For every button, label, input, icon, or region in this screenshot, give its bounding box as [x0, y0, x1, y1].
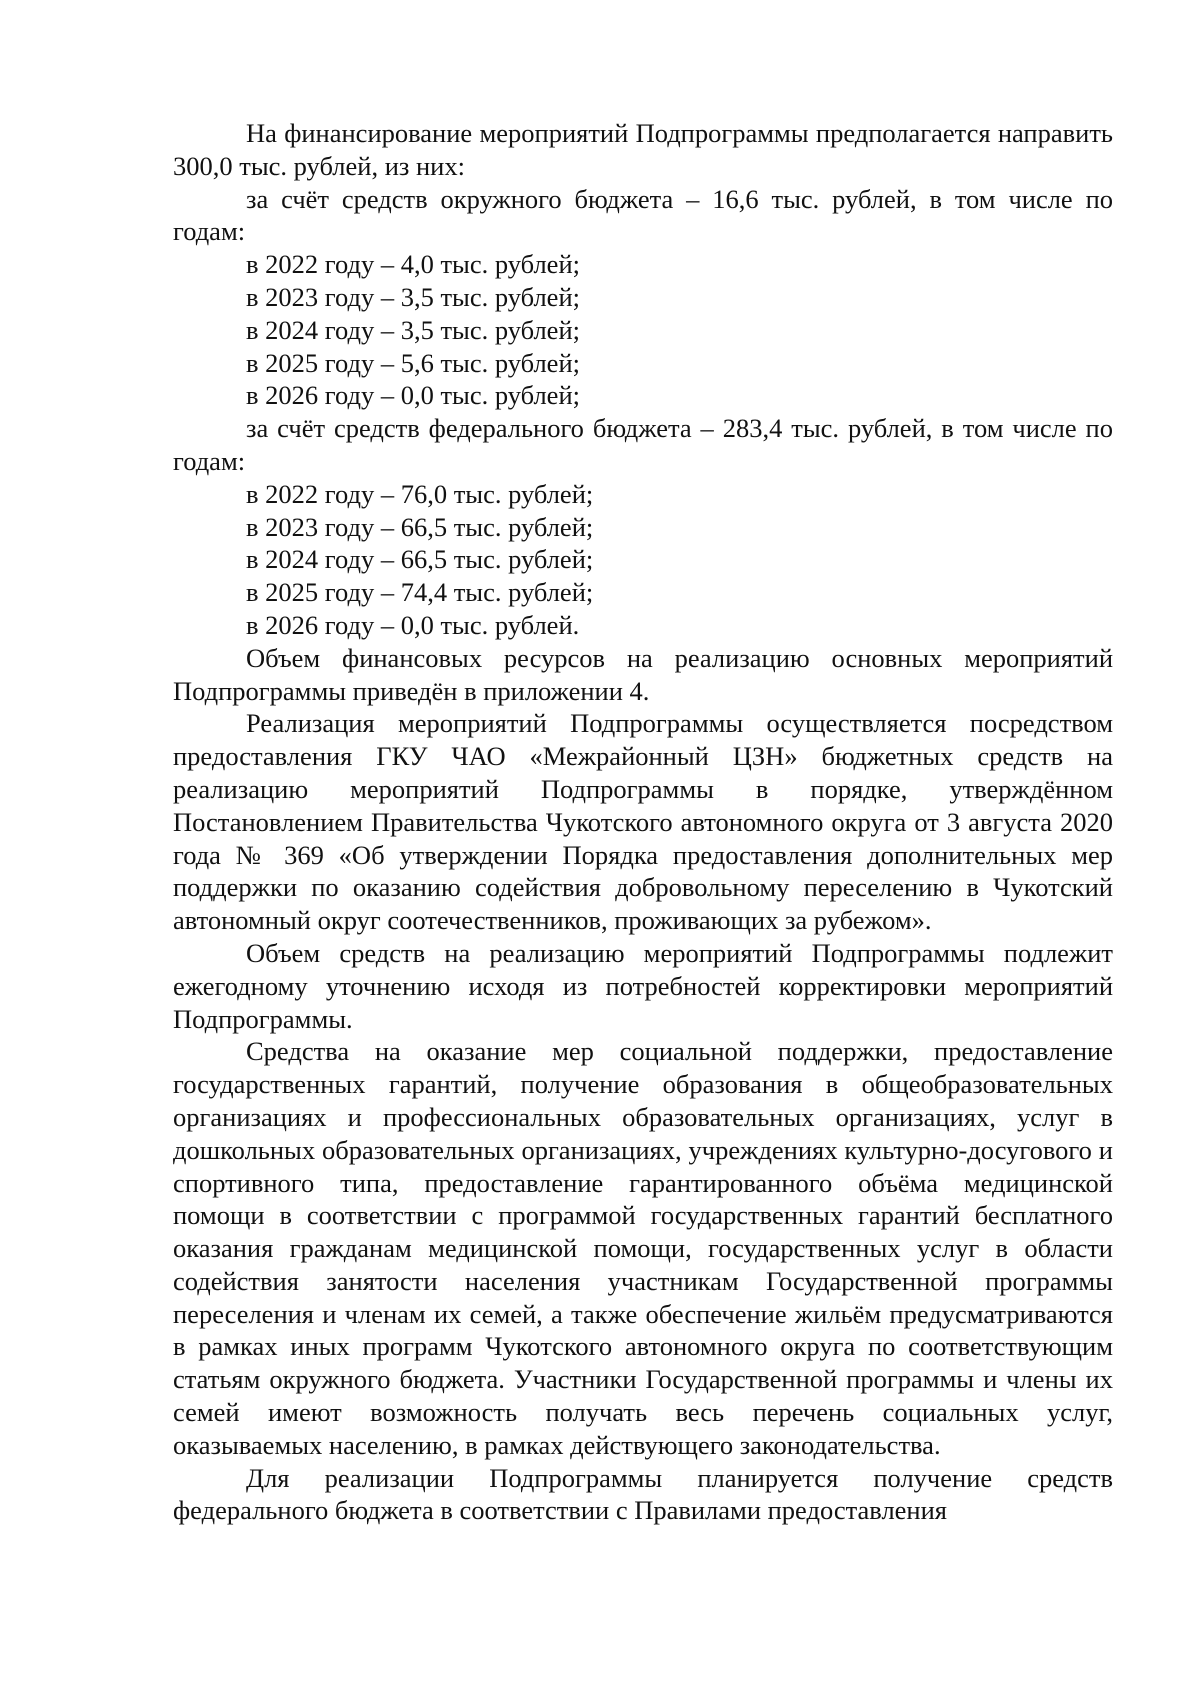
list-item-regional-2026: в 2026 году – 0,0 тыс. рублей;: [246, 380, 580, 411]
list-item-federal-2024: в 2024 году – 66,5 тыс. рублей;: [246, 544, 594, 575]
list-item-regional-2022: в 2022 году – 4,0 тыс. рублей;: [246, 249, 580, 280]
paragraph-regional-budget: за счёт средств окружного бюджета – 16,6 тыс. рублей, в том числе по годам:: [173, 183, 1113, 247]
paragraph-resources-appendix: Объем финансовых ресурсов на реализацию основных мероприятий Подпрограммы приведён в приложении 4.: [173, 642, 1113, 706]
list-item-regional-2023: в 2023 году – 3,5 тыс. рублей;: [246, 281, 580, 312]
paragraph-federal-funding-rules: Для реализации Подпрограммы планируется получение средств федерального бюджета в соответствии с Правилами предоставления: [173, 1462, 1113, 1526]
document-body: [173, 117, 1113, 1527]
list-item-regional-2025: в 2025 году – 5,6 тыс. рублей;: [246, 347, 580, 378]
list-item-federal-2025: в 2025 году – 74,4 тыс. рублей;: [246, 577, 594, 608]
paragraph-implementation: Реализация мероприятий Подпрограммы осуществляется посредством предоставления ГКУ ЧАО «Межрайонный ЦЗН» бюджетных средств на реализацию мероприятий Подпрограммы в порядке, утверждённом Постановлением Правительства Чукотского автономного округа от 3 августа 2020 года № 369 «Об утверждении Порядка предоставления дополнительных мер поддержки по оказанию содействия добровольному переселению в Чукотский автономный округ соотечественников, проживающих за рубежом».: [173, 708, 1113, 936]
list-item-federal-2022: в 2022 году – 76,0 тыс. рублей;: [246, 478, 594, 509]
list-item-federal-2023: в 2023 году – 66,5 тыс. рублей;: [246, 511, 594, 542]
paragraph-financing-total: На финансирование мероприятий Подпрограммы предполагается направить 300,0 тыс. рублей, из них:: [173, 118, 1113, 181]
paragraph-social-support: Средства на оказание мер социальной поддержки, предоставление государственных гарантий, получение образования в общеобразовательных организациях и профессиональных образовательных организациях, услуг в дошкольных образовательных организациях, учреждениях культурно-досугового и спортивного типа, предоставление гарантированного объёма медицинской помощи в соответствии с программой государственных гарантий бесплатного оказания гражданам медицинской помощи, государственных услуг в области содействия занятости населения участникам Государственной программы переселения и членам их семей, а также обеспечение жильём предусматриваются в рамках иных программ Чукотского автономного округа по соответствующим статьям окружного бюджета. Участники Государственной программы и члены их семей имеют возможность получать весь перечень социальных услуг, оказываемых населению, в рамках действующего законодательства.: [173, 1036, 1113, 1460]
paragraph-federal-budget: за счёт средств федерального бюджета – 283,4 тыс. рублей, в том числе по годам:: [173, 413, 1113, 476]
paragraph-annual-adjustment: Объем средств на реализацию мероприятий Подпрограммы подлежит ежегодному уточнению исходя из потребностей корректировки мероприятий Подпрограммы.: [173, 937, 1113, 1034]
list-item-regional-2024: в 2024 году – 3,5 тыс. рублей;: [246, 314, 580, 345]
list-item-federal-2026: в 2026 году – 0,0 тыс. рублей.: [246, 609, 580, 640]
